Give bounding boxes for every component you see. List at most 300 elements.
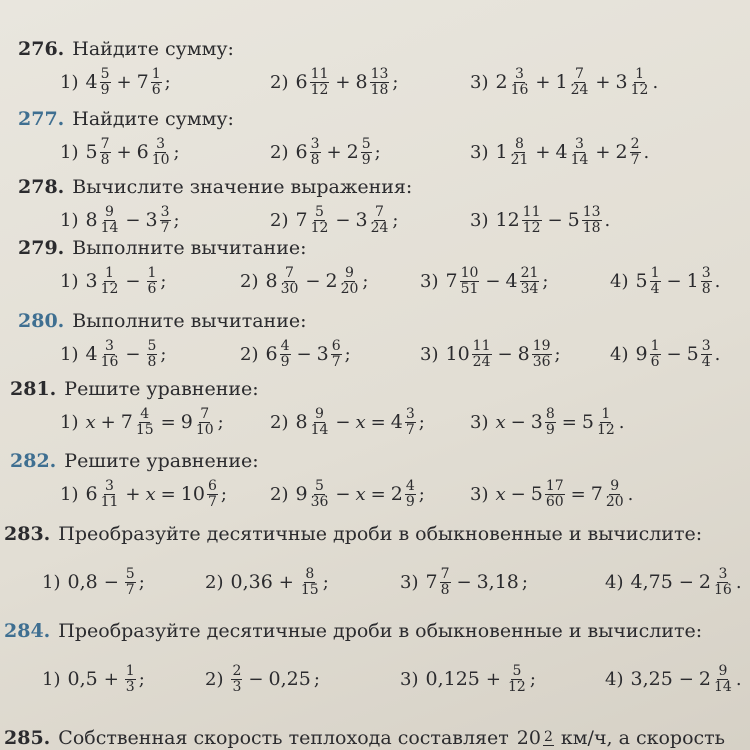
mixed-number xyxy=(506,266,541,297)
denominator: 16 xyxy=(510,81,529,98)
mixed-number xyxy=(85,266,120,297)
denominator: 8 xyxy=(440,581,450,598)
denominator: 4 xyxy=(701,353,711,370)
problem-heading xyxy=(18,237,750,259)
denominator: 6 xyxy=(151,81,161,98)
mixed-whole: 8 xyxy=(295,411,308,433)
mixed-number xyxy=(85,205,120,236)
fraction xyxy=(300,567,320,598)
denominator: 36 xyxy=(532,353,551,370)
fraction xyxy=(570,67,590,98)
item-label: 3) xyxy=(400,668,419,690)
fraction xyxy=(310,137,321,168)
item-terminator: ; xyxy=(418,483,425,505)
numerator: 8 xyxy=(515,135,524,152)
mixed-number xyxy=(531,479,566,510)
numerator: 3 xyxy=(718,565,728,582)
mixed-whole: 3 xyxy=(316,343,329,365)
operator: + xyxy=(103,668,119,690)
problem-number: 285. xyxy=(4,727,51,749)
numerator: 3 xyxy=(515,65,524,82)
mixed-whole: 3 xyxy=(355,209,368,231)
operator: − xyxy=(666,270,682,292)
mixed-whole: 4 xyxy=(555,141,568,163)
item-terminator: . xyxy=(735,571,742,593)
fraction xyxy=(545,479,565,510)
problem-277 xyxy=(18,108,750,174)
mixed-whole: 4 xyxy=(85,71,98,93)
mixed-number xyxy=(146,266,159,297)
exercise-item xyxy=(60,472,227,516)
mixed-number xyxy=(556,67,591,98)
exercise-item xyxy=(42,560,145,604)
variable-x: x xyxy=(145,483,156,505)
item-label: 3) xyxy=(470,141,489,163)
continued-text: км/ч, а скорость xyxy=(560,727,726,749)
mixed-number xyxy=(85,479,120,510)
mixed-whole: 12 xyxy=(495,209,520,231)
fraction xyxy=(231,664,242,695)
denominator: 34 xyxy=(520,280,539,297)
numerator: 3 xyxy=(310,135,320,152)
fraction xyxy=(545,407,556,438)
mixed-number xyxy=(687,266,713,297)
numerator: 5 xyxy=(315,203,324,220)
numerator: 3 xyxy=(405,405,415,422)
problem-281 xyxy=(10,378,750,444)
item-label: 3) xyxy=(420,270,439,292)
item-label: 3) xyxy=(470,209,489,231)
mixed-number xyxy=(568,205,603,236)
numerator: 7 xyxy=(575,65,584,82)
numerator: 3 xyxy=(701,264,711,281)
numerator: 7 xyxy=(375,203,384,220)
fraction xyxy=(507,664,527,695)
denominator: 7 xyxy=(331,353,341,370)
problem-number: 278. xyxy=(18,176,65,198)
fraction xyxy=(582,205,602,236)
denominator: 10 xyxy=(151,151,170,168)
operator: = xyxy=(160,411,176,433)
mixed-number xyxy=(137,67,163,98)
fraction xyxy=(100,266,120,297)
mixed-number xyxy=(295,407,330,438)
mixed-whole: 3 xyxy=(615,71,628,93)
item-terminator: . xyxy=(714,343,721,365)
operator: + xyxy=(116,141,132,163)
fraction xyxy=(100,137,111,168)
problem-number: 280. xyxy=(18,310,65,332)
decimal-number: 0,5 xyxy=(67,668,98,690)
mixed-number xyxy=(616,67,651,98)
problem-285 xyxy=(4,727,750,749)
denominator: 6 xyxy=(650,353,660,370)
fraction xyxy=(510,137,530,168)
fraction xyxy=(151,67,162,98)
operator: = xyxy=(570,483,586,505)
problem-title: Найдите сумму: xyxy=(72,38,234,60)
problem-number: 281. xyxy=(10,378,57,400)
mixed-number xyxy=(146,339,159,370)
item-label: 1) xyxy=(60,411,79,433)
fraction xyxy=(310,479,330,510)
mixed-number xyxy=(230,664,243,695)
exercise-item xyxy=(420,332,561,376)
denominator: 60 xyxy=(545,493,564,510)
mixed-whole: 4 xyxy=(85,343,98,365)
fraction xyxy=(160,205,171,236)
decimal-number: 3,25 xyxy=(630,668,673,690)
exercise-item xyxy=(605,560,742,604)
numerator: 1 xyxy=(125,662,135,679)
operator: − xyxy=(547,209,563,231)
exercise-item xyxy=(470,60,658,104)
mixed-number xyxy=(85,137,111,168)
fraction xyxy=(713,664,733,695)
denominator: 14 xyxy=(570,151,589,168)
exercise-item xyxy=(470,130,649,174)
fraction xyxy=(100,339,120,370)
numerator: 6 xyxy=(331,337,341,354)
operator: − xyxy=(125,270,141,292)
mixed-whole: 20 xyxy=(516,727,541,749)
numerator: 7 xyxy=(200,405,210,422)
mixed-whole: 5 xyxy=(635,270,648,292)
mixed-number xyxy=(295,205,330,236)
denominator: 7 xyxy=(630,151,640,168)
item-label: 3) xyxy=(470,71,489,93)
denominator: 7 xyxy=(125,581,135,598)
numerator: 9 xyxy=(105,203,114,220)
denominator: 9 xyxy=(545,421,555,438)
operator: + xyxy=(595,141,611,163)
numerator: 5 xyxy=(100,65,110,82)
numerator: 10 xyxy=(460,264,479,281)
item-label: 1) xyxy=(60,270,79,292)
denominator: 12 xyxy=(100,280,119,297)
mixed-number xyxy=(85,67,111,98)
denominator: 24 xyxy=(472,353,491,370)
fraction xyxy=(405,407,416,438)
mixed-number xyxy=(445,339,492,370)
denominator: 3 xyxy=(232,678,242,695)
numerator: 7 xyxy=(285,264,294,281)
operator: + xyxy=(100,411,116,433)
fraction xyxy=(135,407,155,438)
fraction xyxy=(100,479,120,510)
mixed-number xyxy=(181,479,219,510)
mixed-whole: 3 xyxy=(530,411,543,433)
mixed-whole: 5 xyxy=(530,483,543,505)
operator: − xyxy=(678,668,694,690)
numerator: 3 xyxy=(105,477,114,494)
mixed-whole: 7 xyxy=(425,571,438,593)
exercise-row xyxy=(18,60,750,104)
numerator: 3 xyxy=(575,135,584,152)
item-label: 2) xyxy=(205,668,224,690)
mixed-number xyxy=(425,567,451,598)
fraction xyxy=(405,479,416,510)
mixed-whole: 2 xyxy=(698,571,711,593)
variable-x: x xyxy=(85,411,96,433)
mixed-number xyxy=(326,266,361,297)
fraction xyxy=(543,730,554,746)
problem-heading xyxy=(18,176,750,198)
mixed-number xyxy=(146,205,172,236)
mixed-whole: 9 xyxy=(635,343,648,365)
item-label: 2) xyxy=(270,209,289,231)
operator: + xyxy=(125,483,141,505)
denominator: 20 xyxy=(340,280,359,297)
mixed-whole: 2 xyxy=(495,71,508,93)
mixed-number xyxy=(687,339,713,370)
exercise-item xyxy=(420,259,549,303)
item-terminator: . xyxy=(714,270,721,292)
mixed-number xyxy=(445,266,480,297)
operator: − xyxy=(510,411,526,433)
numerator: 7 xyxy=(440,565,450,582)
item-label: 4) xyxy=(605,668,624,690)
item-terminator: . xyxy=(652,71,659,93)
item-terminator: ; xyxy=(344,343,351,365)
item-terminator: ; xyxy=(529,668,536,690)
mixed-number xyxy=(181,407,216,438)
mixed-whole: 2 xyxy=(346,141,359,163)
item-label: 2) xyxy=(270,141,289,163)
item-terminator: ; xyxy=(418,411,425,433)
item-terminator: . xyxy=(643,141,650,163)
item-terminator: ; xyxy=(392,209,399,231)
mixed-number xyxy=(506,664,528,695)
numerator: 5 xyxy=(125,565,135,582)
fraction xyxy=(570,137,590,168)
operator: + xyxy=(535,141,551,163)
numerator: 9 xyxy=(718,662,728,679)
operator: + xyxy=(326,141,342,163)
item-label: 1) xyxy=(60,483,79,505)
mixed-whole: 5 xyxy=(581,411,594,433)
fraction xyxy=(310,67,330,98)
numerator: 9 xyxy=(315,405,324,422)
denominator: 8 xyxy=(310,151,320,168)
problem-282 xyxy=(10,450,750,516)
numerator: 4 xyxy=(140,405,150,422)
denominator: 9 xyxy=(280,353,290,370)
denominator: 9 xyxy=(361,151,371,168)
denominator: 4 xyxy=(650,280,660,297)
problem-title: Найдите сумму: xyxy=(72,108,234,130)
fraction xyxy=(605,479,625,510)
mixed-number xyxy=(391,407,417,438)
item-terminator: ; xyxy=(313,668,320,690)
exercise-row xyxy=(18,657,750,701)
exercise-item xyxy=(470,198,610,242)
exercise-item xyxy=(270,130,381,174)
denominator: 51 xyxy=(460,280,479,297)
fraction xyxy=(650,339,661,370)
mixed-whole: 8 xyxy=(85,209,98,231)
mixed-whole: 3 xyxy=(85,270,98,292)
exercise-item xyxy=(270,472,425,516)
denominator: 14 xyxy=(100,219,119,236)
item-terminator: ; xyxy=(521,571,528,593)
exercise-item xyxy=(400,560,528,604)
numerator: 3 xyxy=(105,337,114,354)
fraction xyxy=(510,67,530,98)
mixed-whole: 7 xyxy=(295,209,308,231)
denominator: 3 xyxy=(125,678,135,695)
operator: = xyxy=(370,483,386,505)
mixed-whole: 10 xyxy=(180,483,205,505)
exercise-row xyxy=(18,472,750,516)
operator: − xyxy=(678,571,694,593)
problem-heading xyxy=(18,38,750,60)
numerator: 1 xyxy=(650,264,660,281)
denominator: 12 xyxy=(596,421,615,438)
denominator: 15 xyxy=(135,421,154,438)
numerator: 19 xyxy=(532,337,551,354)
fraction xyxy=(460,266,480,297)
fraction xyxy=(701,339,712,370)
fraction xyxy=(630,67,650,98)
mixed-number xyxy=(556,137,591,168)
problem-heading xyxy=(4,727,750,749)
fraction xyxy=(370,67,390,98)
mixed-whole: 2 xyxy=(615,141,628,163)
operator: − xyxy=(485,270,501,292)
decimal-number: 0,25 xyxy=(268,668,311,690)
numerator: 7 xyxy=(100,135,110,152)
fraction xyxy=(147,339,158,370)
operator: = xyxy=(160,483,176,505)
operator: + xyxy=(535,71,551,93)
item-terminator: ; xyxy=(374,141,381,163)
denominator: 12 xyxy=(630,81,649,98)
numerator: 11 xyxy=(522,203,541,220)
operator: + xyxy=(595,71,611,93)
exercise-item xyxy=(60,400,224,444)
numerator: 17 xyxy=(545,477,564,494)
mixed-number xyxy=(295,137,321,168)
item-terminator: ; xyxy=(554,343,561,365)
problem-title: Вычислите значение выражения: xyxy=(72,176,413,198)
mixed-whole: 7 xyxy=(445,270,458,292)
fraction xyxy=(310,407,330,438)
mixed-whole: 1 xyxy=(555,71,568,93)
fraction xyxy=(650,266,661,297)
item-label: 2) xyxy=(270,71,289,93)
exercise-item xyxy=(270,198,399,242)
operator: − xyxy=(335,483,351,505)
numerator: 5 xyxy=(512,662,522,679)
denominator: 30 xyxy=(280,280,299,297)
problem-title: Собственная скорость теплохода составляет xyxy=(58,727,509,749)
problem-heading xyxy=(4,523,750,545)
mixed-number xyxy=(531,407,557,438)
numerator: 11 xyxy=(310,65,329,82)
mixed-number xyxy=(591,479,626,510)
mixed-whole: 4 xyxy=(505,270,518,292)
mixed-number xyxy=(347,137,373,168)
numerator: 6 xyxy=(207,477,217,494)
mixed-whole: 7 xyxy=(120,411,133,433)
item-terminator: ; xyxy=(362,270,369,292)
item-label: 4) xyxy=(610,270,629,292)
problem-278 xyxy=(18,176,750,242)
exercise-row xyxy=(18,130,750,174)
denominator: 6 xyxy=(147,280,157,297)
fraction xyxy=(100,205,120,236)
denominator: 7 xyxy=(405,421,415,438)
mixed-whole: 4 xyxy=(390,411,403,433)
operator: − xyxy=(305,270,321,292)
problem-title: Преобразуйте десятичные дроби в обыкновенные и вычислите: xyxy=(58,523,703,545)
mixed-number xyxy=(121,407,156,438)
exercise-item xyxy=(240,259,369,303)
exercise-item xyxy=(60,259,167,303)
item-label: 2) xyxy=(270,411,289,433)
numerator: 21 xyxy=(520,264,539,281)
denominator: 7 xyxy=(207,493,217,510)
numerator: 2 xyxy=(543,729,553,745)
numerator: 1 xyxy=(635,65,644,82)
item-label: 1) xyxy=(42,668,61,690)
numerator: 2 xyxy=(630,135,640,152)
item-terminator: ; xyxy=(138,668,145,690)
numerator: 9 xyxy=(345,264,354,281)
problem-number: 277. xyxy=(18,108,65,130)
problem-number: 279. xyxy=(18,237,65,259)
item-label: 4) xyxy=(605,571,624,593)
variable-x: x xyxy=(495,411,506,433)
problem-number: 276. xyxy=(18,38,65,60)
fraction xyxy=(522,205,542,236)
exercise-item xyxy=(42,657,145,701)
operator: − xyxy=(125,343,141,365)
problem-number: 284. xyxy=(4,620,51,642)
problem-title: Решите уравнение: xyxy=(64,450,259,472)
item-label: 1) xyxy=(60,343,79,365)
item-terminator: ; xyxy=(392,71,399,93)
operator: + xyxy=(485,668,501,690)
fraction xyxy=(195,407,215,438)
exercise-item xyxy=(400,657,536,701)
mixed-whole: 10 xyxy=(445,343,470,365)
exercise-item xyxy=(60,332,167,376)
problem-276 xyxy=(18,38,750,104)
exercise-row xyxy=(18,560,750,604)
operator: − xyxy=(510,483,526,505)
denominator: 8 xyxy=(147,353,157,370)
item-terminator: ; xyxy=(160,270,167,292)
mixed-whole: 8 xyxy=(355,71,368,93)
numerator: 8 xyxy=(305,565,315,582)
mixed-whole: 1 xyxy=(686,270,699,292)
numerator: 1 xyxy=(601,405,611,422)
fraction xyxy=(701,266,712,297)
item-terminator: ; xyxy=(173,209,180,231)
mixed-whole: 6 xyxy=(136,141,149,163)
exercise-item xyxy=(610,259,720,303)
numerator: 3 xyxy=(701,337,711,354)
exercise-row xyxy=(18,259,750,303)
numerator: 5 xyxy=(147,337,157,354)
numerator: 1 xyxy=(151,65,161,82)
mixed-whole: 6 xyxy=(85,483,98,505)
numerator: 13 xyxy=(582,203,601,220)
item-terminator: . xyxy=(627,483,634,505)
exercise-row xyxy=(18,400,750,444)
